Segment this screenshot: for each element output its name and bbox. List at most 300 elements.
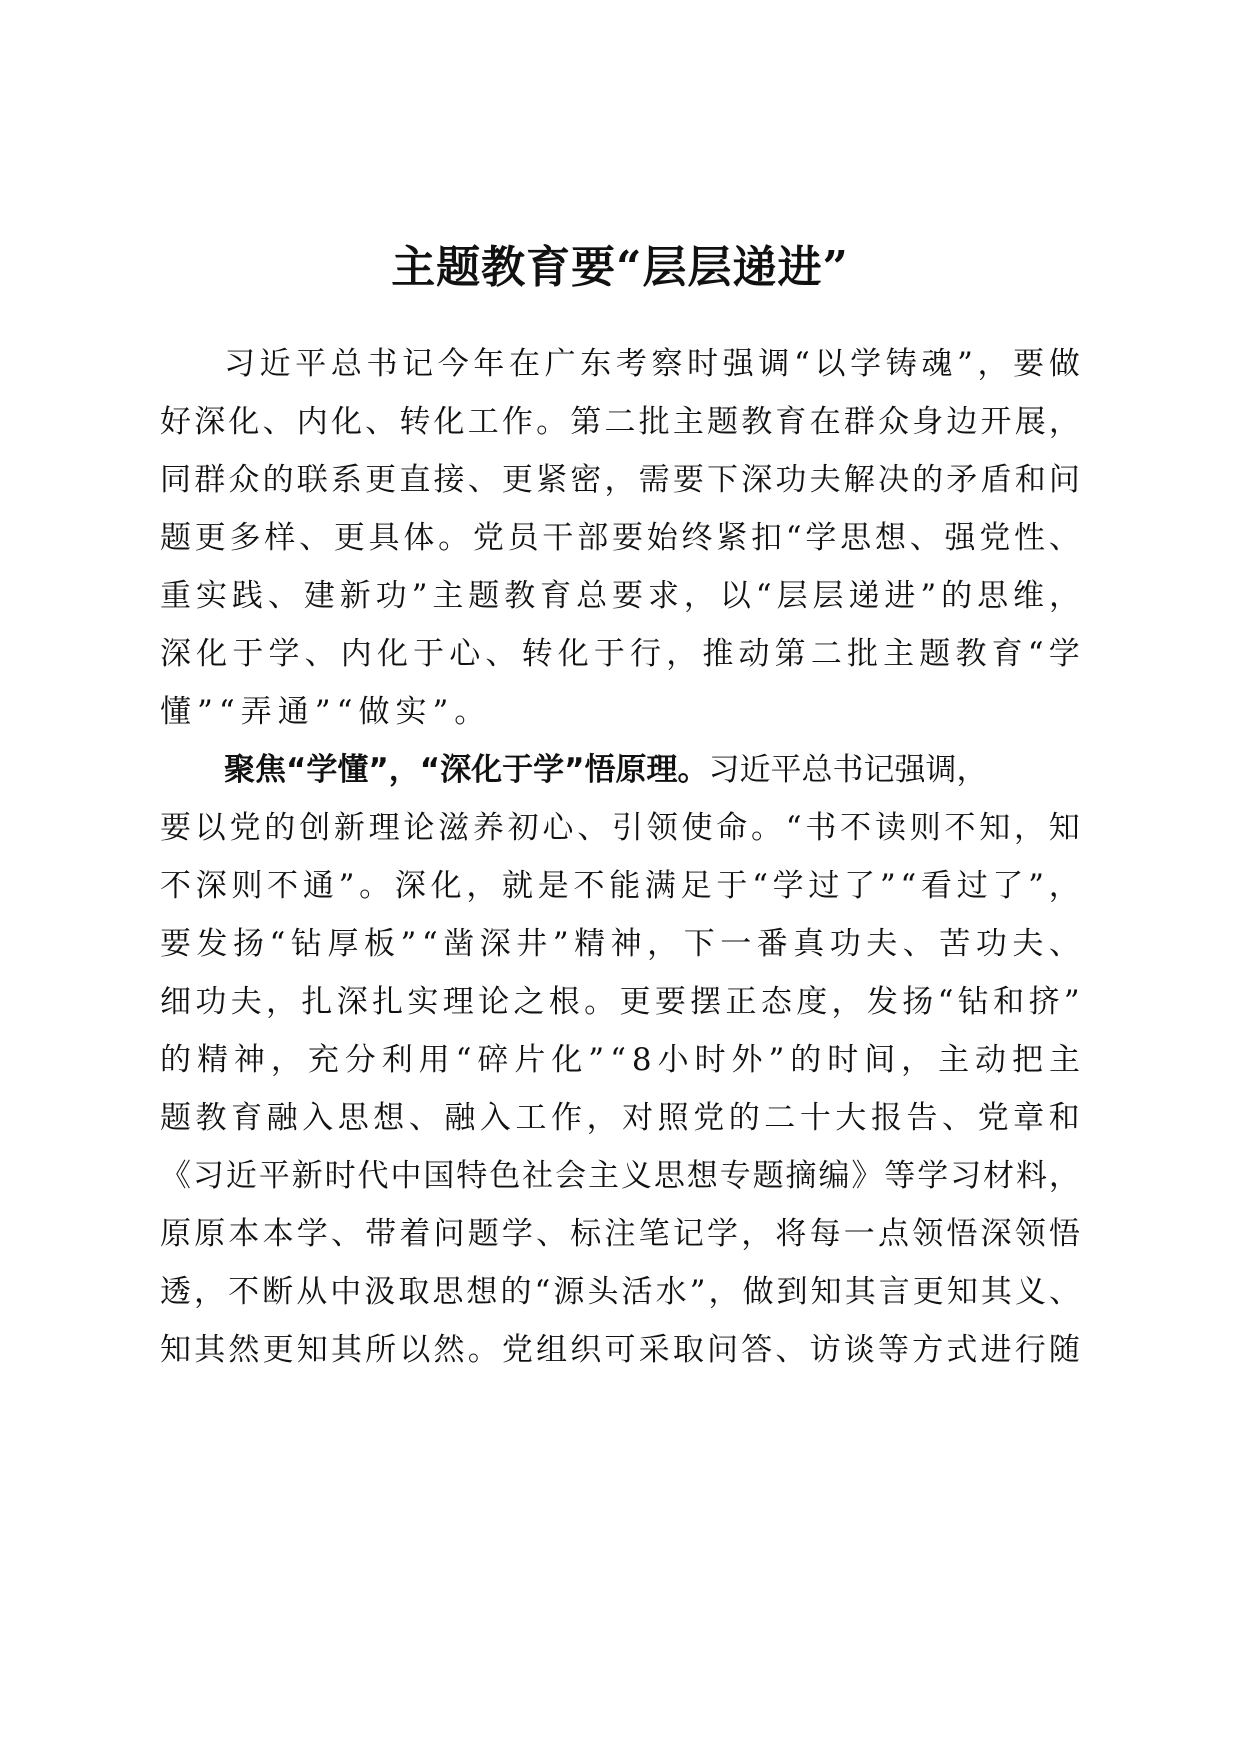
- text-glyph: 内: [340, 636, 372, 672]
- text-glyph: 化: [376, 636, 408, 672]
- text-glyph: 钻: [957, 984, 989, 1020]
- text-glyph: 了: [844, 868, 876, 904]
- text-glyph: 用: [418, 1042, 450, 1078]
- text-glyph: 织: [570, 1332, 602, 1368]
- text-glyph: 通: [277, 694, 309, 730]
- text-glyph: 总: [576, 578, 608, 614]
- text-glyph: 精: [574, 926, 606, 962]
- text-glyph: 过: [808, 868, 840, 904]
- text-glyph: 主: [883, 636, 915, 672]
- text-glyph: 知: [979, 810, 1011, 846]
- text-glyph: ”: [920, 578, 937, 614]
- text-glyph: 扎: [301, 984, 333, 1020]
- text-glyph: 党: [979, 520, 1011, 556]
- text-glyph: 考: [615, 346, 647, 382]
- text-glyph: 更: [333, 520, 365, 556]
- text-glyph: 扬: [233, 926, 265, 962]
- text-glyph: 材: [983, 1158, 1015, 1194]
- text-glyph: 作: [501, 404, 533, 440]
- text-glyph: 系: [330, 462, 362, 498]
- text-glyph: “: [755, 578, 772, 614]
- text-glyph: 随: [1048, 1332, 1080, 1368]
- text-glyph: 的: [264, 810, 296, 846]
- text-glyph: 习: [224, 346, 255, 382]
- text-glyph: 的: [262, 462, 294, 498]
- text-glyph: 书: [366, 346, 398, 382]
- text-glyph: 学: [1048, 636, 1080, 672]
- text-glyph: 实: [195, 578, 227, 614]
- text-glyph: “: [336, 694, 353, 730]
- text-glyph: 每: [809, 1216, 841, 1252]
- text-glyph: 具: [368, 520, 400, 556]
- text-glyph: 接: [433, 462, 465, 498]
- text-glyph: ，: [1048, 1158, 1080, 1194]
- text-glyph: “: [785, 810, 802, 846]
- text-glyph: 、: [485, 636, 517, 672]
- text-glyph: 的: [790, 1042, 822, 1078]
- text-glyph: 、: [299, 520, 331, 556]
- paragraph-line: [160, 686, 1080, 738]
- text-glyph: 功: [195, 984, 227, 1020]
- text-glyph: 思: [840, 520, 872, 556]
- text-glyph: 。: [359, 868, 391, 904]
- text-glyph: 身: [912, 404, 944, 440]
- text-glyph: 带: [365, 1216, 397, 1252]
- text-glyph: 的: [728, 1100, 760, 1136]
- text-glyph: 标: [570, 1216, 602, 1252]
- text-glyph: 强: [944, 520, 976, 556]
- text-glyph: 深: [160, 636, 191, 672]
- text-glyph: 时: [324, 1158, 356, 1194]
- text-glyph: 功: [775, 462, 807, 498]
- text-glyph: 学: [296, 1216, 328, 1252]
- text-glyph: 点: [877, 1216, 909, 1252]
- text-glyph: 发: [196, 926, 228, 962]
- text-glyph: 在: [809, 404, 841, 440]
- text-glyph: 和: [1014, 462, 1046, 498]
- text-glyph: 挤: [1028, 984, 1060, 1020]
- text-glyph: 就: [502, 868, 534, 904]
- text-glyph: 精: [196, 1042, 228, 1078]
- text-glyph: ，: [647, 926, 679, 962]
- text-glyph: 想: [686, 1158, 718, 1194]
- text-glyph: 的: [941, 578, 973, 614]
- text-glyph: 化: [196, 636, 228, 672]
- text-glyph: 要: [160, 810, 191, 846]
- text-glyph: 心: [542, 810, 574, 846]
- text-glyph: 要: [160, 926, 191, 962]
- text-glyph: 要: [611, 520, 643, 556]
- text-glyph: 、: [775, 1332, 807, 1368]
- text-glyph: 扣: [751, 520, 783, 556]
- text-glyph: 本: [262, 1216, 294, 1252]
- text-glyph: 分: [344, 1042, 376, 1078]
- text-glyph: 外: [731, 1042, 763, 1078]
- text-glyph: 料: [1015, 1158, 1047, 1194]
- text-glyph: 其: [844, 1274, 876, 1310]
- text-glyph: 态: [760, 984, 792, 1020]
- text-glyph: 、: [577, 810, 609, 846]
- text-glyph: 更: [619, 984, 651, 1020]
- text-glyph: 摆: [690, 984, 722, 1020]
- text-glyph: 苦: [939, 926, 971, 962]
- text-glyph: 矛: [946, 462, 978, 498]
- text-glyph: “: [900, 868, 917, 904]
- text-glyph: 则: [231, 868, 263, 904]
- text-glyph: 式: [946, 1332, 978, 1368]
- text-glyph: “: [421, 926, 438, 962]
- text-glyph: 进: [884, 578, 916, 614]
- text-glyph: 要: [612, 578, 644, 614]
- text-glyph: 不: [573, 868, 605, 904]
- text-glyph: 部: [577, 520, 609, 556]
- text-glyph: ，: [1014, 810, 1045, 846]
- text-glyph: 。: [467, 1332, 499, 1368]
- text-glyph: 直: [399, 462, 431, 498]
- text-glyph: “: [269, 926, 286, 962]
- text-glyph: 时: [687, 346, 719, 382]
- text-glyph: 知: [946, 1274, 978, 1310]
- text-glyph: 层: [776, 578, 808, 614]
- text-glyph: 想: [466, 1274, 498, 1310]
- text-glyph: 总: [330, 346, 362, 382]
- text-glyph: 年: [473, 346, 505, 382]
- text-glyph: 会: [555, 1158, 587, 1194]
- text-glyph: 联: [296, 462, 328, 498]
- text-glyph: 凿: [443, 926, 475, 962]
- text-glyph: 问: [433, 1216, 465, 1252]
- text-glyph: 二: [764, 1100, 796, 1136]
- text-glyph: 更: [365, 462, 397, 498]
- text-glyph: 滋: [438, 810, 470, 846]
- text-glyph: 践: [231, 578, 263, 614]
- text-glyph: ，: [708, 1274, 740, 1310]
- text-glyph: 养: [472, 810, 504, 846]
- text-glyph: 将: [775, 1216, 807, 1252]
- text-glyph: ”: [432, 694, 449, 730]
- text-glyph: 广: [544, 346, 576, 382]
- text-glyph: 了: [992, 868, 1024, 904]
- text-glyph: 深: [980, 1216, 1012, 1252]
- text-glyph: 原: [160, 1216, 191, 1252]
- text-glyph: ”: [879, 868, 896, 904]
- text-glyph: 十: [799, 1100, 831, 1136]
- text-glyph: 以: [719, 578, 751, 614]
- text-glyph: 所: [365, 1332, 397, 1368]
- text-glyph: 活: [621, 1274, 653, 1310]
- text-glyph: 根: [548, 984, 580, 1020]
- text-glyph: 。: [454, 694, 486, 730]
- text-glyph: 的: [500, 1274, 532, 1310]
- text-glyph: 近: [259, 346, 291, 382]
- text-glyph: 密: [570, 462, 602, 498]
- document-title: 主题教育要“层层递进”: [391, 242, 849, 293]
- text-glyph: 等: [877, 1332, 909, 1368]
- text-glyph: ”: [411, 578, 428, 614]
- text-glyph: 利: [381, 1042, 413, 1078]
- text-glyph: 满: [644, 868, 676, 904]
- text-glyph: ”: [314, 694, 331, 730]
- text-glyph: 其: [194, 1332, 226, 1368]
- text-glyph: 需: [638, 462, 670, 498]
- text-glyph: 水: [655, 1274, 687, 1310]
- text-glyph: 过: [956, 868, 988, 904]
- text-glyph: 、: [365, 404, 397, 440]
- text-glyph: 到: [776, 1274, 808, 1310]
- text-glyph: 学: [917, 1158, 949, 1194]
- text-glyph: 方: [912, 1332, 944, 1368]
- text-glyph: 、: [942, 1100, 974, 1136]
- text-glyph: 度: [796, 984, 828, 1020]
- text-glyph: 领: [1014, 1216, 1046, 1252]
- text-glyph: 学: [707, 1216, 738, 1252]
- text-glyph: 维: [1013, 578, 1045, 614]
- paragraph-line: [160, 1266, 1080, 1318]
- text-glyph: 展: [1014, 404, 1046, 440]
- text-glyph: 化: [551, 1042, 583, 1078]
- text-glyph: 在: [509, 346, 540, 382]
- text-glyph: 更: [501, 462, 533, 498]
- text-glyph: ”: [1063, 984, 1080, 1020]
- text-glyph: 论: [403, 810, 435, 846]
- text-glyph: 章: [1013, 1100, 1045, 1136]
- text-glyph: 党: [501, 1332, 533, 1368]
- text-glyph: 访: [809, 1332, 841, 1368]
- text-glyph: 动: [738, 636, 770, 672]
- text-glyph: 主: [1048, 1042, 1080, 1078]
- text-glyph: ，: [604, 462, 636, 498]
- text-glyph: 于: [232, 636, 264, 672]
- text-glyph: 懂: [160, 694, 191, 730]
- text-glyph: 党: [693, 1100, 725, 1136]
- text-glyph: 题: [919, 636, 951, 672]
- text-glyph: 取: [672, 1332, 704, 1368]
- text-glyph: 时: [694, 1042, 726, 1078]
- text-glyph: 和: [993, 984, 1025, 1020]
- text-glyph: 强: [722, 346, 754, 382]
- text-glyph: 发: [866, 984, 898, 1020]
- text-glyph: 夫: [866, 926, 898, 962]
- text-glyph: “: [455, 1042, 472, 1078]
- text-glyph: 不: [267, 868, 299, 904]
- text-glyph: 层: [812, 578, 844, 614]
- text-glyph: 要: [672, 462, 704, 498]
- text-glyph: 悟: [946, 1216, 978, 1252]
- text-glyph: “: [218, 694, 235, 730]
- text-glyph: 从: [296, 1274, 328, 1310]
- text-glyph: ，: [741, 1216, 773, 1252]
- text-glyph: 题: [467, 1216, 499, 1252]
- text-glyph: ，: [270, 1042, 302, 1078]
- text-glyph: 知: [160, 1332, 191, 1368]
- text-glyph: 、: [1048, 520, 1080, 556]
- text-glyph: 题: [752, 1158, 784, 1194]
- text-glyph: “: [610, 1042, 626, 1078]
- text-glyph: 中: [330, 1274, 362, 1310]
- text-glyph: 重: [160, 578, 191, 614]
- text-glyph: 原: [194, 1216, 226, 1252]
- text-glyph: 育: [540, 578, 572, 614]
- text-glyph: 碎: [477, 1042, 509, 1078]
- text-glyph: 开: [980, 404, 1012, 440]
- paragraph-line: [160, 918, 1080, 970]
- text-glyph: 、: [1048, 926, 1080, 962]
- text-glyph: 动: [975, 1042, 1007, 1078]
- paragraph-line: [160, 1324, 1080, 1376]
- text-glyph: 》: [851, 1158, 883, 1194]
- text-glyph: 钻: [290, 926, 322, 962]
- text-glyph: 知: [296, 1332, 328, 1368]
- text-glyph: 多: [229, 520, 261, 556]
- text-glyph: 批: [638, 404, 670, 440]
- text-glyph: 题: [707, 404, 738, 440]
- text-glyph: ”: [400, 926, 417, 962]
- text-glyph: 始: [646, 520, 678, 556]
- text-glyph: 更: [262, 1332, 294, 1368]
- text-glyph: 。: [751, 810, 783, 846]
- text-glyph: 育: [991, 636, 1023, 672]
- text-glyph: 心: [449, 636, 481, 672]
- text-glyph: 足: [680, 868, 712, 904]
- text-glyph: 想: [874, 520, 906, 556]
- paragraph-line: [160, 570, 1080, 622]
- text-glyph: 记: [402, 346, 434, 382]
- text-glyph: 盾: [980, 462, 1012, 498]
- text-glyph: 源: [553, 1274, 585, 1310]
- text-glyph: 下: [707, 462, 738, 498]
- text-glyph: 扬: [902, 984, 934, 1020]
- text-glyph: 深: [195, 868, 227, 904]
- text-glyph: 工: [467, 404, 499, 440]
- text-glyph: 板: [363, 926, 395, 962]
- text-glyph: 要: [1013, 346, 1045, 382]
- text-glyph: 学: [805, 520, 837, 556]
- text-glyph: 摘: [785, 1158, 817, 1194]
- text-glyph: 进: [980, 1332, 1012, 1368]
- text-glyph: 化: [430, 868, 462, 904]
- text-glyph: 紧: [716, 520, 748, 556]
- text-glyph: 入: [479, 1100, 511, 1136]
- text-glyph: 工: [515, 1100, 547, 1136]
- text-glyph: ，: [1048, 868, 1080, 904]
- text-glyph: ，: [1048, 578, 1080, 614]
- text-glyph: 理: [442, 984, 474, 1020]
- paragraph-line: [160, 1208, 1080, 1260]
- text-glyph: 扎: [372, 984, 404, 1020]
- text-glyph: 新: [333, 810, 365, 846]
- text-glyph: 、: [902, 926, 934, 962]
- text-glyph: 以: [814, 346, 846, 382]
- text-glyph: 弄: [240, 694, 272, 730]
- text-glyph: 求: [647, 578, 679, 614]
- text-glyph: 批: [846, 636, 878, 672]
- text-glyph: 。: [536, 404, 568, 440]
- text-glyph: 书: [805, 810, 837, 846]
- text-glyph: 主: [672, 404, 704, 440]
- text-glyph: 群: [843, 404, 875, 440]
- text-glyph: 以: [194, 810, 226, 846]
- text-glyph: 其: [980, 1274, 1012, 1310]
- text-glyph: ，: [194, 1274, 226, 1310]
- text-glyph: 断: [262, 1274, 294, 1310]
- paragraph-line: [160, 628, 1080, 680]
- text-glyph: 义: [1014, 1274, 1046, 1310]
- text-glyph: 育: [775, 404, 807, 440]
- text-glyph: 化: [330, 404, 362, 440]
- text-glyph: 思: [977, 578, 1009, 614]
- text-glyph: 教: [504, 578, 536, 614]
- paragraph-line: [160, 454, 1080, 506]
- text-glyph: 不: [840, 810, 872, 846]
- text-glyph: 深: [194, 404, 226, 440]
- text-glyph: 8: [631, 1042, 652, 1078]
- text-glyph: 做: [358, 694, 390, 730]
- text-glyph: 记: [672, 1216, 704, 1252]
- text-glyph: 教: [955, 636, 987, 672]
- text-glyph: 化: [228, 404, 260, 440]
- text-glyph: 行: [630, 636, 662, 672]
- text-glyph: 题: [160, 1100, 191, 1136]
- text-glyph: 学: [501, 1216, 533, 1252]
- text-glyph: 。: [584, 984, 616, 1020]
- text-glyph: 汲: [364, 1274, 396, 1310]
- text-glyph: 行: [1014, 1332, 1046, 1368]
- text-glyph: 夫: [809, 462, 841, 498]
- text-glyph: 片: [514, 1042, 546, 1078]
- text-glyph: 充: [307, 1042, 339, 1078]
- text-glyph: 转: [399, 404, 431, 440]
- text-glyph: 对: [622, 1100, 654, 1136]
- text-glyph: 井: [516, 926, 548, 962]
- text-glyph: 创: [299, 810, 331, 846]
- text-glyph: 是: [537, 868, 569, 904]
- text-glyph: 铸: [885, 346, 917, 382]
- text-glyph: 干: [542, 520, 574, 556]
- text-glyph: 、: [304, 636, 336, 672]
- text-glyph: 党: [229, 810, 261, 846]
- text-glyph: 紧: [536, 462, 568, 498]
- text-glyph: 入: [302, 1100, 334, 1136]
- text-glyph: 笔: [638, 1216, 670, 1252]
- text-glyph: 社: [522, 1158, 554, 1194]
- text-glyph: 同: [160, 462, 191, 498]
- text-glyph: 平: [258, 1158, 290, 1194]
- text-glyph: 报: [870, 1100, 902, 1136]
- text-glyph: 知: [810, 1274, 842, 1310]
- text-glyph: 义: [620, 1158, 652, 1194]
- text-glyph: 理: [368, 810, 400, 846]
- text-glyph: ，: [266, 984, 298, 1020]
- paragraph-line: [224, 338, 1080, 390]
- text-glyph: 主: [938, 1042, 970, 1078]
- text-glyph: 悟: [1048, 1216, 1080, 1252]
- text-glyph: 员: [507, 520, 539, 556]
- text-glyph: 要: [654, 984, 686, 1020]
- paragraph-line: [160, 396, 1080, 448]
- text-glyph: 众: [228, 462, 260, 498]
- text-glyph: 夫: [230, 984, 262, 1020]
- paragraph-line: [160, 1092, 1080, 1144]
- text-glyph: 色: [489, 1158, 521, 1194]
- text-glyph: 党: [472, 520, 504, 556]
- text-glyph: 把: [1012, 1042, 1043, 1078]
- text-glyph: 头: [587, 1274, 619, 1310]
- text-glyph: 领: [912, 1216, 944, 1252]
- text-glyph: 今: [437, 346, 469, 382]
- text-glyph: 大: [835, 1100, 867, 1136]
- text-glyph: 样: [264, 520, 296, 556]
- text-glyph: 采: [638, 1332, 670, 1368]
